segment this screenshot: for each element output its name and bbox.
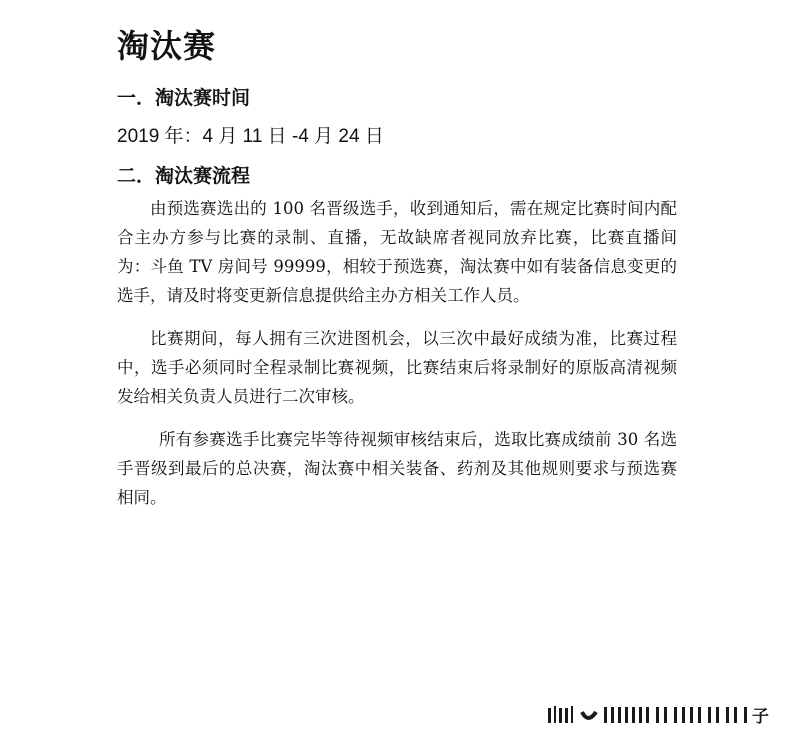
section-heading-time: 一．淘汰赛时间 bbox=[117, 87, 251, 109]
paragraph-finals: 所有参赛选手比赛完毕等待视频审核结束后，选取比赛成绩前 30 名选手晋级到最后的总决赛，淘汰赛中相关装备、药剂及其他规则要求与预选赛相同。 bbox=[117, 430, 677, 507]
page-title: 淘汰赛 bbox=[117, 27, 217, 65]
tournament-date: 2019 年：4 月 11 日 -4 月 24 日 bbox=[117, 126, 384, 147]
watermark-logo bbox=[546, 702, 776, 726]
paragraph-match-rules: 比赛期间，每人拥有三次进图机会，以三次中最好成绩为准，比赛过程中，选手必须同时全程录制比赛视频，比赛结束后将录制好的原版高清视频发给相关负责人员进行二次审核。 bbox=[117, 329, 677, 406]
watermark-text: 子 bbox=[752, 707, 769, 726]
paragraph-qualification: 由预选赛选出的 100 名晋级选手，收到通知后，需在规定比赛时间内配合主办方参与比赛的录制、直播，无故缺席者视同放弃比赛，比赛直播间为：斗鱼 TV 房间号 99999，相较于预选赛，淘汰赛中如有装备信息变更的选手，请及时将变更新信息提供给主办方相关工作人员。 bbox=[117, 199, 677, 305]
section-heading-process: 二．淘汰赛流程 bbox=[117, 165, 251, 187]
document-body bbox=[117, 22, 677, 512]
